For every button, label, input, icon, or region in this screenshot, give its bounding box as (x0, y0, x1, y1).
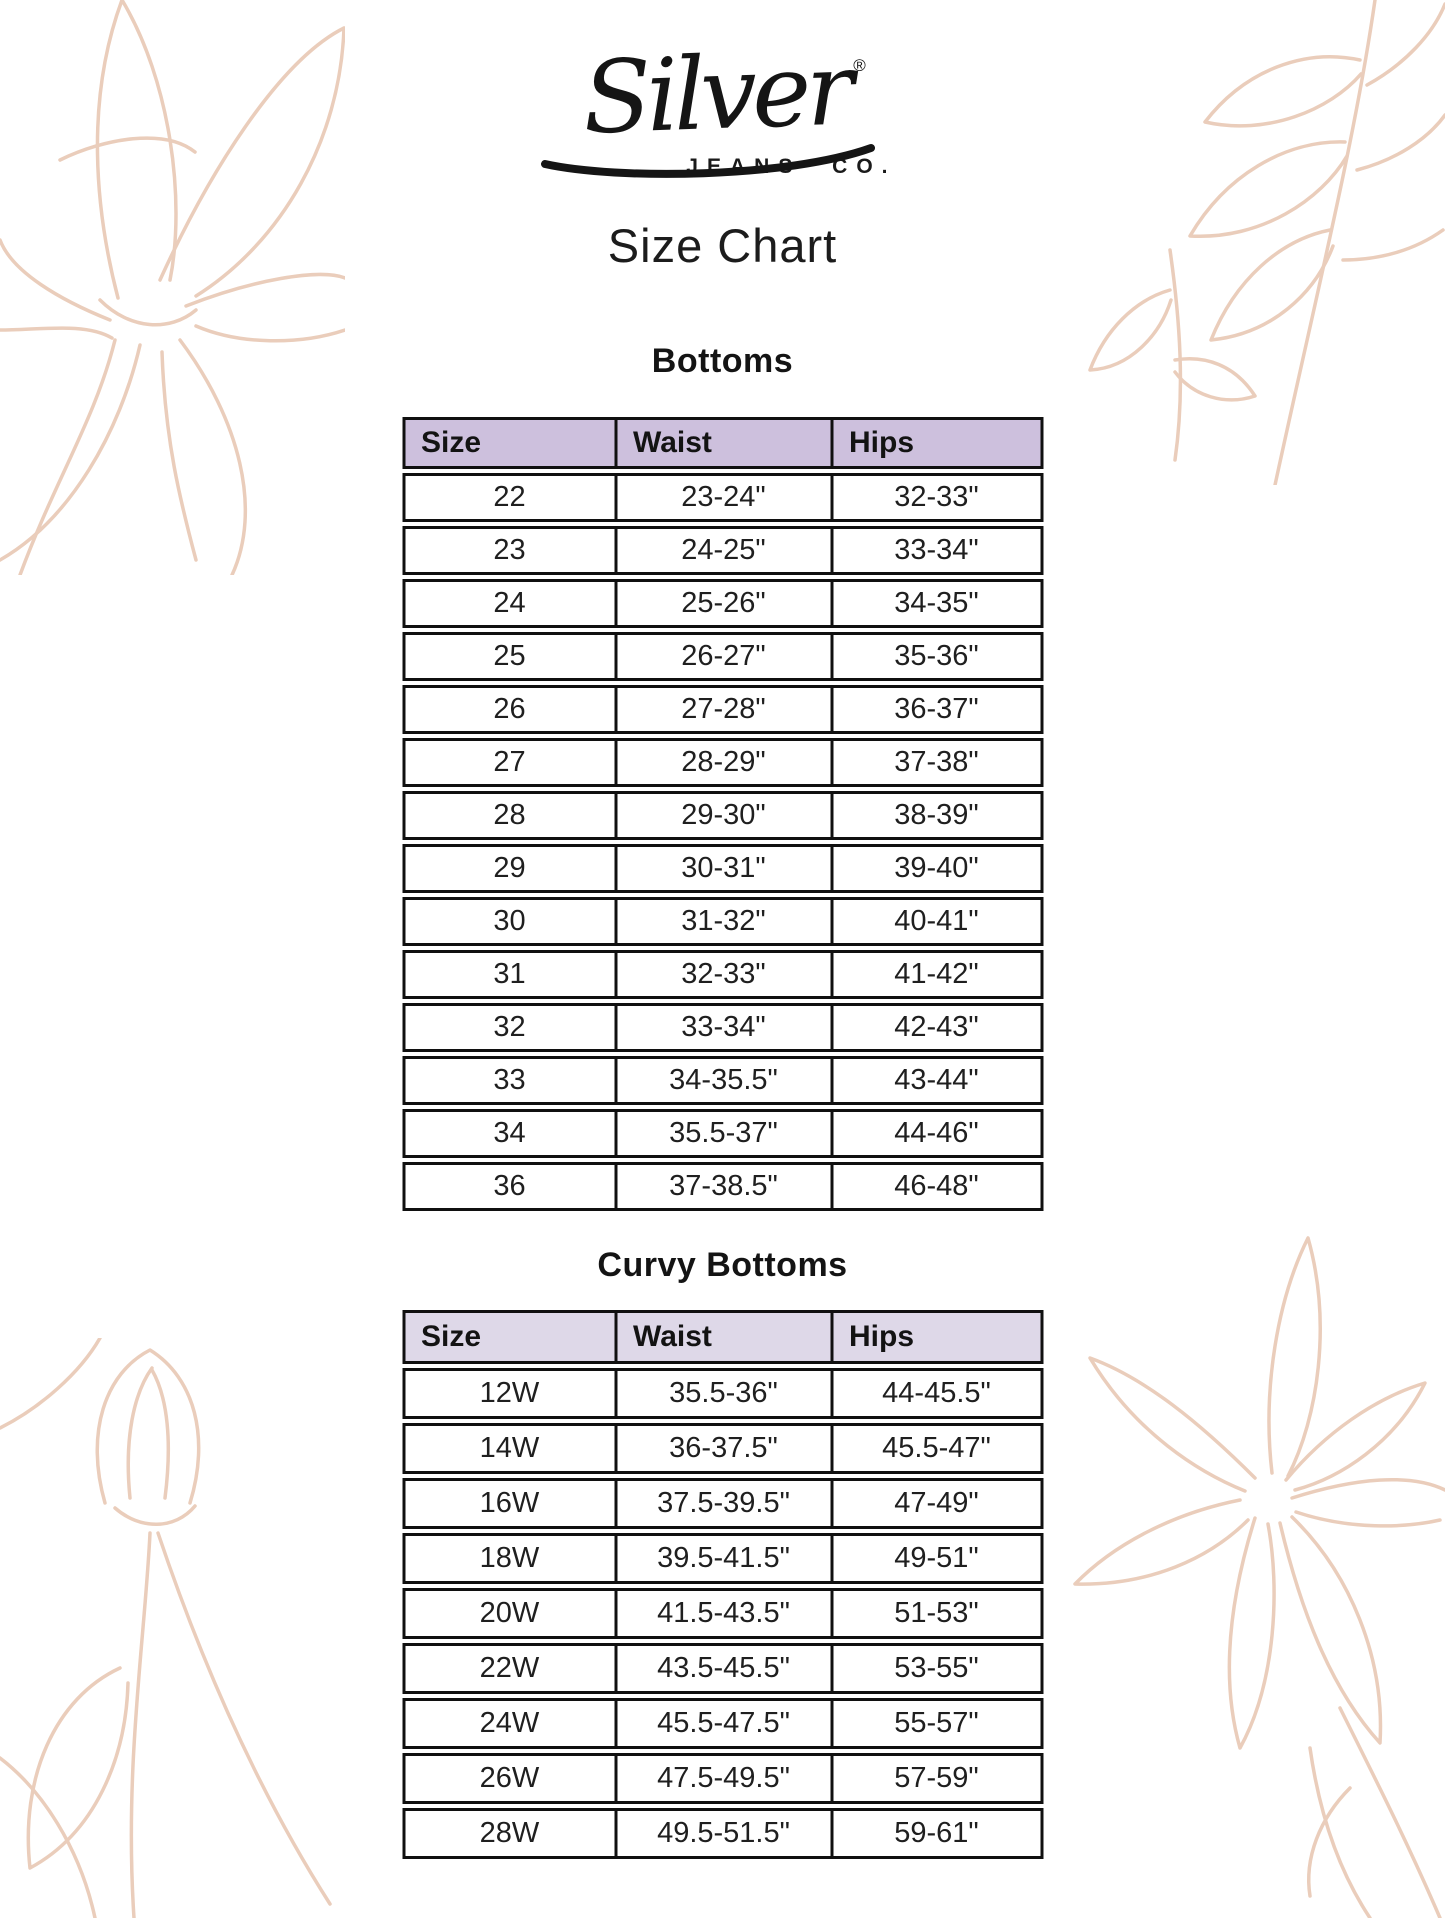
column-header-waist: Waist (617, 1310, 833, 1364)
size-cell: 36 (402, 1162, 617, 1211)
waist-cell: 31-32" (617, 897, 833, 946)
page-title: Size Chart (607, 219, 838, 272)
registered-mark-icon: ® (853, 56, 866, 75)
waist-cell: 27-28" (617, 685, 833, 734)
size-cell: 22W (402, 1643, 617, 1694)
size-cell: 23 (402, 526, 617, 575)
waist-cell: 35.5-36" (617, 1368, 833, 1419)
hips-cell: 59-61" (833, 1808, 1043, 1859)
hips-cell: 46-48" (833, 1162, 1043, 1211)
size-cell: 24W (402, 1698, 617, 1749)
bottoms-table-wrap (402, 413, 1043, 1215)
table-row (402, 1753, 1043, 1804)
hips-cell: 38-39" (833, 791, 1043, 840)
header-row (402, 1310, 1043, 1364)
hips-cell: 35-36" (833, 632, 1043, 681)
hips-cell: 57-59" (833, 1753, 1043, 1804)
table-row (402, 1698, 1043, 1749)
hips-cell: 40-41" (833, 897, 1043, 946)
size-cell: 24 (402, 579, 617, 628)
waist-cell: 25-26" (617, 579, 833, 628)
hips-cell: 33-34" (833, 526, 1043, 575)
table-row (402, 1056, 1043, 1105)
table-row (402, 685, 1043, 734)
table-row (402, 1109, 1043, 1158)
bottoms-section-title: Bottoms (651, 342, 794, 380)
waist-cell: 35.5-37" (617, 1109, 833, 1158)
size-cell: 34 (402, 1109, 617, 1158)
column-header-hips: Hips (833, 417, 1043, 469)
table-row (402, 1643, 1043, 1694)
size-cell: 27 (402, 738, 617, 787)
table-row (402, 473, 1043, 522)
hips-cell: 36-37" (833, 685, 1043, 734)
size-cell: 33 (402, 1056, 617, 1105)
size-cell: 26W (402, 1753, 617, 1804)
hips-cell: 49-51" (833, 1533, 1043, 1584)
table-row (402, 1162, 1043, 1211)
curvy-bottoms-table-wrap (402, 1306, 1043, 1863)
waist-cell: 23-24" (617, 473, 833, 522)
header-row (402, 417, 1043, 469)
size-cell: 20W (402, 1588, 617, 1639)
table-row (402, 1808, 1043, 1859)
flower-illustration-bottom-left (0, 1338, 400, 1918)
waist-cell: 33-34" (617, 1003, 833, 1052)
table-row (402, 738, 1043, 787)
waist-cell: 49.5-51.5" (617, 1808, 833, 1859)
size-cell: 28W (402, 1808, 617, 1859)
logo-wordmark-row (543, 30, 903, 157)
curvy-bottoms-section-title: Curvy Bottoms (597, 1246, 848, 1284)
hips-cell: 51-53" (833, 1588, 1043, 1639)
size-cell: 29 (402, 844, 617, 893)
waist-cell: 41.5-43.5" (617, 1588, 833, 1639)
hips-cell: 44-46" (833, 1109, 1043, 1158)
hips-cell: 55-57" (833, 1698, 1043, 1749)
logo-swoosh-icon (537, 138, 877, 178)
hips-cell: 37-38" (833, 738, 1043, 787)
hips-cell: 53-55" (833, 1643, 1043, 1694)
bottoms-size-table (402, 413, 1043, 1215)
table-row (402, 897, 1043, 946)
brand-logo (543, 30, 903, 179)
size-cell: 32 (402, 1003, 617, 1052)
column-header-waist: Waist (617, 417, 833, 469)
waist-cell: 39.5-41.5" (617, 1533, 833, 1584)
waist-cell: 26-27" (617, 632, 833, 681)
waist-cell: 28-29" (617, 738, 833, 787)
column-header-hips: Hips (833, 1310, 1043, 1364)
flower-illustration-top-left (0, 0, 345, 575)
size-cell: 28 (402, 791, 617, 840)
column-header-size: Size (402, 1310, 617, 1364)
table-row (402, 791, 1043, 840)
size-cell: 18W (402, 1533, 617, 1584)
hips-cell: 32-33" (833, 473, 1043, 522)
table-row (402, 1478, 1043, 1529)
table-row (402, 526, 1043, 575)
hips-cell: 45.5-47" (833, 1423, 1043, 1474)
size-cell: 26 (402, 685, 617, 734)
size-cell: 12W (402, 1368, 617, 1419)
table-row (402, 1533, 1043, 1584)
logo-wordmark: Silver (581, 30, 852, 157)
waist-cell: 43.5-45.5" (617, 1643, 833, 1694)
table-row (402, 1368, 1043, 1419)
hips-cell: 41-42" (833, 950, 1043, 999)
table-row (402, 632, 1043, 681)
waist-cell: 37-38.5" (617, 1162, 833, 1211)
size-cell: 25 (402, 632, 617, 681)
table-row (402, 950, 1043, 999)
size-cell: 31 (402, 950, 617, 999)
table-row (402, 579, 1043, 628)
waist-cell: 32-33" (617, 950, 833, 999)
hips-cell: 43-44" (833, 1056, 1043, 1105)
table-row (402, 844, 1043, 893)
hips-cell: 39-40" (833, 844, 1043, 893)
hips-cell: 44-45.5" (833, 1368, 1043, 1419)
size-cell: 14W (402, 1423, 617, 1474)
waist-cell: 30-31" (617, 844, 833, 893)
size-cell: 22 (402, 473, 617, 522)
waist-cell: 29-30" (617, 791, 833, 840)
flower-illustration-bottom-right (1040, 1228, 1445, 1918)
logo-subtitle: JEANS CO. (686, 155, 897, 178)
hips-cell: 34-35" (833, 579, 1043, 628)
waist-cell: 24-25" (617, 526, 833, 575)
hips-cell: 47-49" (833, 1478, 1043, 1529)
waist-cell: 36-37.5" (617, 1423, 833, 1474)
table-row (402, 1423, 1043, 1474)
size-cell: 30 (402, 897, 617, 946)
hips-cell: 42-43" (833, 1003, 1043, 1052)
waist-cell: 47.5-49.5" (617, 1753, 833, 1804)
waist-cell: 37.5-39.5" (617, 1478, 833, 1529)
column-header-size: Size (402, 417, 617, 469)
curvy-bottoms-size-table (402, 1306, 1043, 1863)
table-row (402, 1588, 1043, 1639)
table-row (402, 1003, 1043, 1052)
size-cell: 16W (402, 1478, 617, 1529)
waist-cell: 45.5-47.5" (617, 1698, 833, 1749)
waist-cell: 34-35.5" (617, 1056, 833, 1105)
